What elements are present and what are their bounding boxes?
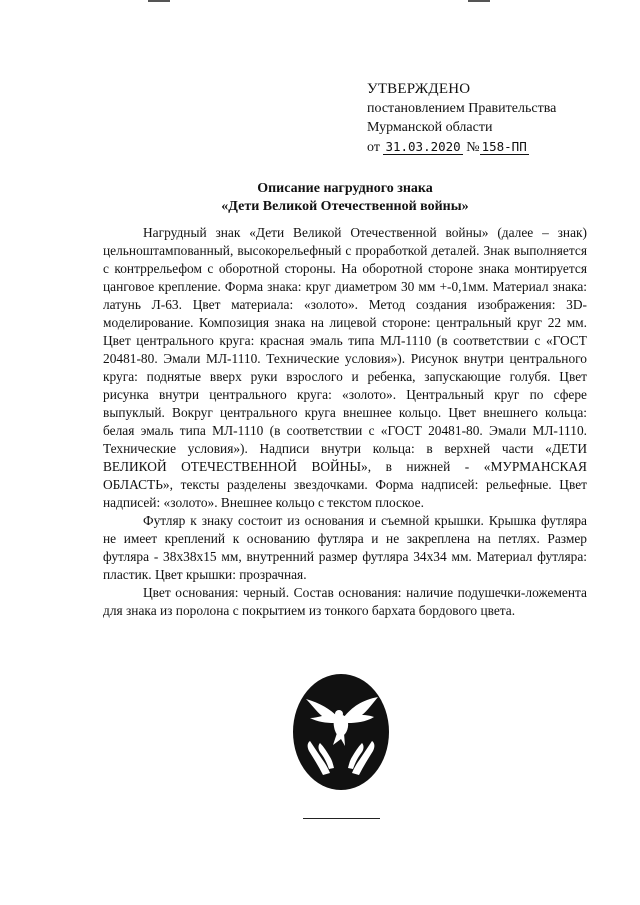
paragraph-base-description: Цвет основания: черный. Состав основания: наличие подушечки-ложемента для знака из поролона с покрытием из тонкого бархата бордового цвета. <box>103 585 587 618</box>
document-title-line-2: «Дети Великой Отечественной войны» <box>221 199 469 214</box>
document-title-line-1: Описание нагрудного знака <box>257 181 433 196</box>
approval-date: 31.03.2020 <box>385 139 461 154</box>
approval-number-sign: № <box>466 140 480 155</box>
approval-title: УТВЕРЖДЕНО <box>367 81 471 97</box>
approval-number: 158-ПП <box>481 139 527 154</box>
approval-line-1: постановлением Правительства <box>367 101 557 116</box>
scan-mark-right <box>468 0 490 2</box>
scan-mark-left <box>148 0 170 2</box>
document-body <box>103 224 587 620</box>
dove-hands-emblem-icon <box>292 673 390 791</box>
footer-divider <box>303 818 380 819</box>
paragraph-badge-description: Нагрудный знак «Дети Великой Отечественной войны» (далее – знак) цельноштампованный, высокорельефный с проработкой деталей. Знак выполняется с контррельефом с оборотной стороны. На оборотной стороне знака монтируется цанговое крепление. Форма знака: круг диаметром 30 мм +-0,1мм. Материал знака: латунь Л-63. Цвет материала: «золото». Метод создания изображения: 3D-моделирование. Композиция знака на лицевой стороне: центральный круг 22 мм. Цвет центрального круга: красная эмаль типа МЛ-1110 (в соответствии с «ГОСТ 20481-80. Эмали МЛ-1110. Технические условия»). Рисунок внутри центрального круга: поднятые вверх руки взрослого и ребенка, запускающие голубя. Цвет рисунка внутри центрального круга: «золото». Центральный круг по сфере выпуклый. Вокруг центрального круга внешнее кольцо. Цвет внешнего кольца: белая эмаль типа МЛ-1110 (в соответствии с «ГОСТ 20481-80. Эмали МЛ-1110. Технические условия»). Надписи внутри кольца: в верхней части «ДЕТИ ВЕЛИКОЙ ОТЕЧЕСТВЕННОЙ ВОЙНЫ», в нижней - «МУРМАНСКАЯ ОБЛАСТЬ», тексты разделены звездочками. Форма надписей: рельефные. Цвет надписей: «золото». Внешнее кольцо с текстом плоское. <box>103 225 587 510</box>
paragraph-case-description: Футляр к знаку состоит из основания и съемной крышки. Крышка футляра не имеет креплений к основанию футляра и не закреплена на петлях. Размер футляра - 38х38х15 мм, внутренний размер футляра 34х34 мм. Материал футляра: пластик. Цвет крышки: прозрачная. <box>103 513 587 582</box>
approval-block <box>367 80 617 157</box>
approval-date-line <box>367 137 617 157</box>
document-title <box>100 180 590 216</box>
approval-line-2: Мурманской области <box>367 120 493 135</box>
approval-date-prefix: от <box>367 140 380 155</box>
